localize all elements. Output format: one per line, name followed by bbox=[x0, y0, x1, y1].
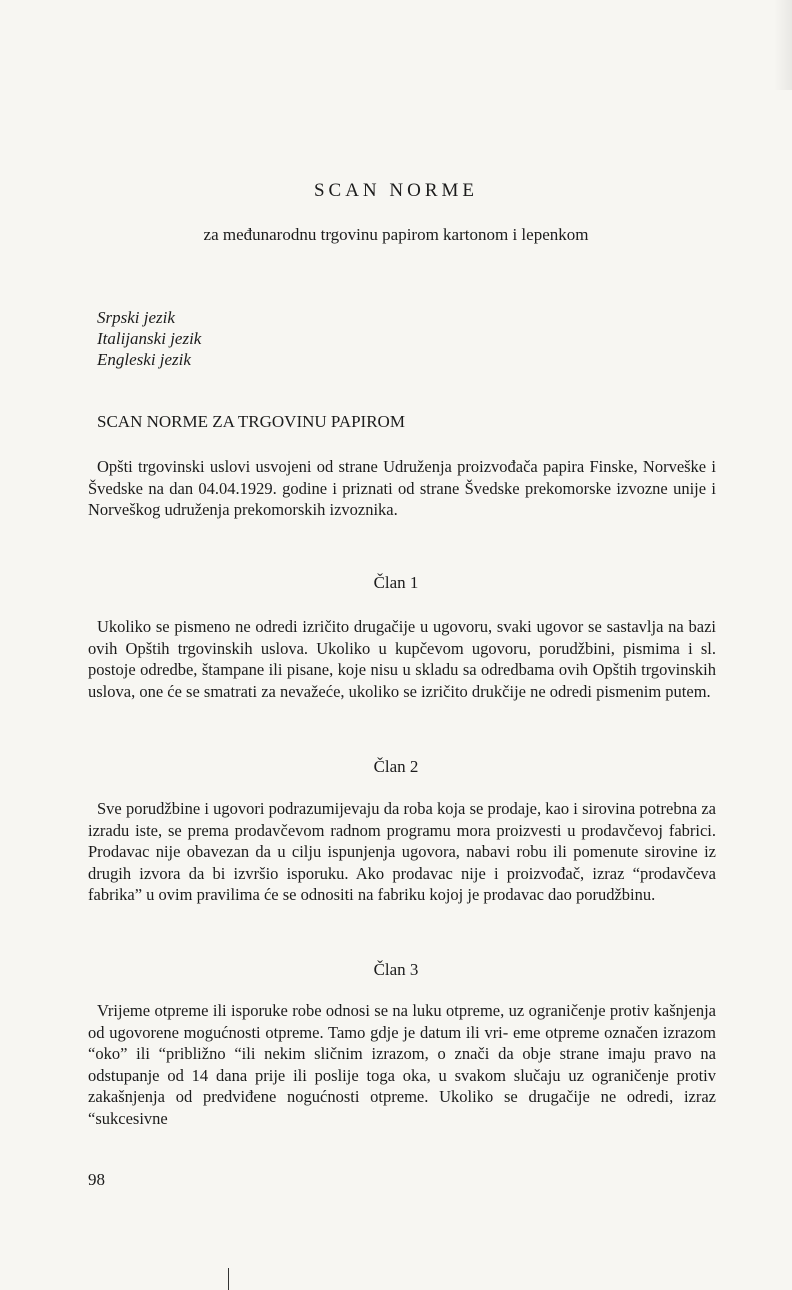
language-item: Srpski jezik bbox=[97, 308, 175, 327]
language-list bbox=[97, 307, 201, 370]
scan-artifact-line bbox=[228, 1268, 229, 1290]
intro-paragraph: Opšti trgovinski uslovi usvojeni od strane Udruženja proizvođača papira Finske, Norveške i Švedske na dan 04.04.1929. godine i priznati od strane Švedske prekomorske izvozne unije i Norveškog udruženja prekomorskih izvoznika. bbox=[88, 457, 716, 519]
document-title: SCAN NORME bbox=[313, 180, 479, 201]
article-heading: Član 1 bbox=[373, 573, 419, 592]
section-heading: SCAN NORME ZA TRGOVINU PAPIROM bbox=[97, 412, 405, 431]
article-paragraph: Vrijeme otpreme ili isporuke robe odnosi se na luku otpreme, uz ograničenje protiv kašnjenja od ugovorene mogućnosti otpreme. Tamo gdje je datum ili vri- eme otpreme označen izrazom “oko” ili “približno “ili nekim sličnim izrazom, o znači da obje strane imaju pravo na odstupanje od 14 dana prije ili poslije toga oka, u svakom slučaju uz ograničenje protiv zakašnjenja od predviđene nogućnosti otpreme. Ukoliko se drugačije ne odredi, izraz “sukcesivne bbox=[88, 1001, 716, 1128]
article-paragraph: Ukoliko se pismeno ne odredi izričito drugačije u ugovoru, svaki ugovor se sastavlja na bazi ovih Opštih trgovinskih uslova. Ukoliko u kupčevom ugovoru, porudžbini, pismima i sl. postoje odredbe, štampane ili pisane, koje nisu u skladu sa odredbama ovih Opštih trgovinskih uslova, one će se smatrati za nevažeće, ukoliko se izričito drukčije ne odredi pismenim putem. bbox=[88, 617, 716, 701]
article-heading: Član 2 bbox=[373, 757, 419, 776]
document-subtitle: za međunarodnu trgovinu papirom kartonom i lepenkom bbox=[203, 225, 589, 244]
scan-edge-shadow bbox=[774, 0, 792, 90]
language-item: Engleski jezik bbox=[97, 350, 191, 369]
article-paragraph: Sve porudžbine i ugovori podrazumijevaju da roba koja se prodaje, kao i sirovina potrebna za izradu iste, se prema prodavčevom radnom programu mora proizvesti u prodavčevoj fabrici. Prodavac nije obavezan da u cilju ispunjenja ugovora, nabavi robu ili pomenute sirovine iz drugih izvora da bi izvršio isporuku. Ako prodavac nije i proizvođač, izraz “prodavčeva fabrika” u ovim pravilima će se odnositi na fabriku kojoj je prodavac dao porudžbinu. bbox=[88, 799, 716, 904]
language-item: Italijanski jezik bbox=[97, 329, 202, 348]
page-number: 98 bbox=[88, 1170, 105, 1189]
article-heading: Član 3 bbox=[373, 960, 419, 979]
